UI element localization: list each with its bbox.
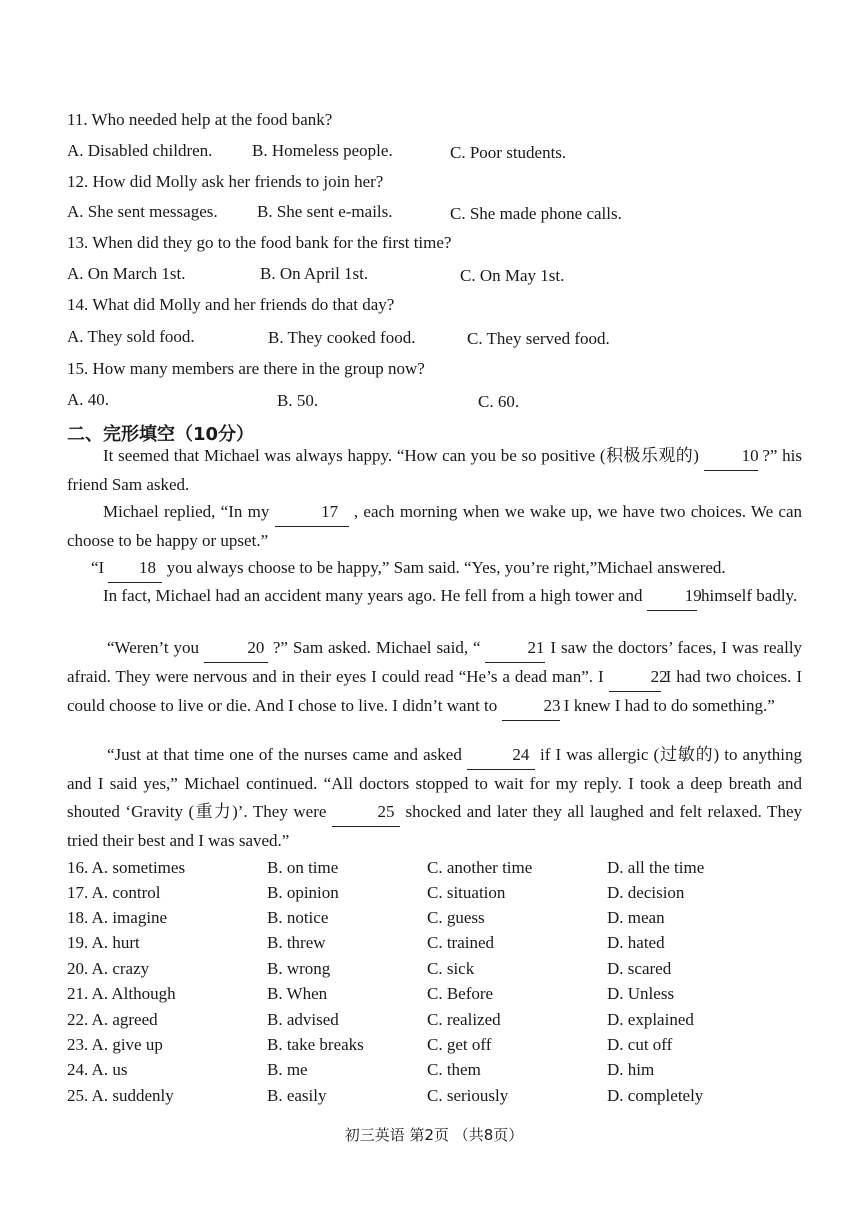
- blank-10: 10: [704, 442, 758, 471]
- option-c: C. another time: [427, 858, 533, 877]
- option-a: 23. A. give up: [67, 1035, 163, 1054]
- passage-paragraph-1: [67, 442, 802, 499]
- passage-paragraph-3: [67, 554, 802, 583]
- blank-25: 25: [332, 798, 400, 827]
- option-15a: A. 40.: [67, 390, 110, 409]
- blank-17: 17: [275, 498, 349, 527]
- option-b: B. wrong: [267, 959, 331, 978]
- option-a: 24. A. us: [67, 1060, 128, 1079]
- option-11b: B. Homeless people.: [252, 141, 393, 160]
- option-d: D. mean: [607, 908, 665, 927]
- option-d: D. him: [607, 1060, 655, 1079]
- passage-text: ?” his friend Sam asked.: [67, 446, 803, 494]
- passage-text: himself badly.: [701, 586, 798, 605]
- option-d: D. scared: [607, 959, 672, 978]
- option-15b: B. 50.: [277, 391, 319, 410]
- option-b: B. on time: [267, 858, 339, 877]
- option-12a: A. She sent messages.: [67, 202, 218, 221]
- passage-text: I saw the doctors’ faces, I was really afraid. They were nervous and in their eyes I could read “He’s a dead man”. I: [67, 638, 803, 686]
- blank-19: 19: [647, 582, 697, 611]
- question-14: 14. What did Molly and her friends do that day?: [67, 295, 395, 314]
- option-a: 25. A. suddenly: [67, 1086, 174, 1105]
- option-c: C. them: [427, 1060, 481, 1079]
- passage-text: In fact, Michael had an accident many years ago. He fell from a high tower and: [103, 586, 643, 605]
- option-a: 19. A. hurt: [67, 933, 140, 952]
- blank-20: 20: [204, 634, 268, 663]
- option-14c: C. They served food.: [467, 329, 610, 348]
- option-c: C. sick: [427, 959, 475, 978]
- passage-text: “Just at that time one of the nurses came and asked: [107, 745, 462, 764]
- question-15: 15. How many members are there in the group now?: [67, 359, 425, 378]
- question-12: 12. How did Molly ask her friends to join her?: [67, 172, 384, 191]
- passage-text: shocked and later they all laughed and felt relaxed. They tried their best and I was saved.”: [67, 802, 802, 850]
- page-footer: 初三英语 第2页 （共8页）: [344, 1126, 524, 1144]
- option-c: C. get off: [427, 1035, 492, 1054]
- blank-23: 23: [502, 692, 560, 721]
- option-12c: C. She made phone calls.: [450, 204, 622, 223]
- option-b: B. threw: [267, 933, 326, 952]
- option-d: D. completely: [607, 1086, 704, 1105]
- option-11a: A. Disabled children.: [67, 141, 213, 160]
- option-d: D. hated: [607, 933, 665, 952]
- blank-21: 21: [485, 634, 545, 663]
- passage-text: Michael replied, “In my: [103, 502, 270, 521]
- option-14a: A. They sold food.: [67, 327, 195, 346]
- option-13b: B. On April 1st.: [260, 264, 369, 283]
- passage-paragraph-6: [67, 741, 802, 855]
- option-a: 16. A. sometimes: [67, 858, 186, 877]
- option-14b: B. They cooked food.: [268, 328, 416, 347]
- passage-paragraph-2: [67, 498, 802, 555]
- option-b: B. take breaks: [267, 1035, 364, 1054]
- option-a: 20. A. crazy: [67, 959, 150, 978]
- option-13a: A. On March 1st.: [67, 264, 186, 283]
- option-d: D. decision: [607, 883, 685, 902]
- option-a: 21. A. Although: [67, 984, 176, 1003]
- section-title: 二、完形填空（10分）: [67, 424, 255, 445]
- option-c: C. Before: [427, 984, 494, 1003]
- passage-text: It seemed that Michael was always happy. “How can you be so positive (积极乐观的): [103, 446, 699, 465]
- option-c: C. situation: [427, 883, 506, 902]
- option-11c: C. Poor students.: [450, 143, 567, 162]
- passage-text: you always choose to be happy,” Sam said. “Yes, you’re right,”Michael answered.: [166, 558, 726, 577]
- question-11: 11. Who needed help at the food bank?: [67, 110, 333, 129]
- passage-text: , each morning when we wake up, we have two choices. We can choose to be happy or upset.”: [67, 502, 802, 550]
- option-15c: C. 60.: [478, 392, 520, 411]
- option-b: B. opinion: [267, 883, 339, 902]
- option-13c: C. On May 1st.: [460, 266, 565, 285]
- option-b: B. notice: [267, 908, 329, 927]
- option-d: D. all the time: [607, 858, 705, 877]
- question-13: 13. When did they go to the food bank for the first time?: [67, 233, 452, 252]
- option-a: 18. A. imagine: [67, 908, 168, 927]
- option-12b: B. She sent e-mails.: [257, 202, 393, 221]
- option-c: C. seriously: [427, 1086, 509, 1105]
- passage-paragraph-4: [67, 582, 802, 611]
- option-c: C. trained: [427, 933, 495, 952]
- option-a: 17. A. control: [67, 883, 161, 902]
- option-b: B. me: [267, 1060, 308, 1079]
- option-c: C. realized: [427, 1010, 501, 1029]
- blank-22: 22: [609, 663, 661, 692]
- option-d: D. Unless: [607, 984, 675, 1003]
- option-a: 22. A. agreed: [67, 1010, 158, 1029]
- passage-text: I had two choices. I could choose to live or die. And I chose to live. I didn’t want to: [67, 667, 803, 715]
- blank-18: 18: [108, 554, 162, 583]
- passage-text: “Weren’t you: [107, 638, 199, 657]
- option-d: D. cut off: [607, 1035, 673, 1054]
- option-b: B. easily: [267, 1086, 327, 1105]
- option-d: D. explained: [607, 1010, 694, 1029]
- option-b: B. When: [267, 984, 328, 1003]
- passage-text: if I was allergic (过敏的) to anything and I said yes,” Michael continued. “All doctors stopped to wait for my reply. I took a deep breath and shouted ‘Gravity (重力)’. They were: [67, 745, 803, 821]
- passage-text: “I: [91, 558, 105, 577]
- passage-paragraph-5: [67, 634, 802, 721]
- option-c: C. guess: [427, 908, 485, 927]
- passage-text: I knew I had to do something.”: [563, 696, 775, 715]
- passage-text: ?” Sam asked. Michael said, “: [272, 638, 481, 657]
- option-b: B. advised: [267, 1010, 339, 1029]
- blank-24: 24: [467, 741, 535, 770]
